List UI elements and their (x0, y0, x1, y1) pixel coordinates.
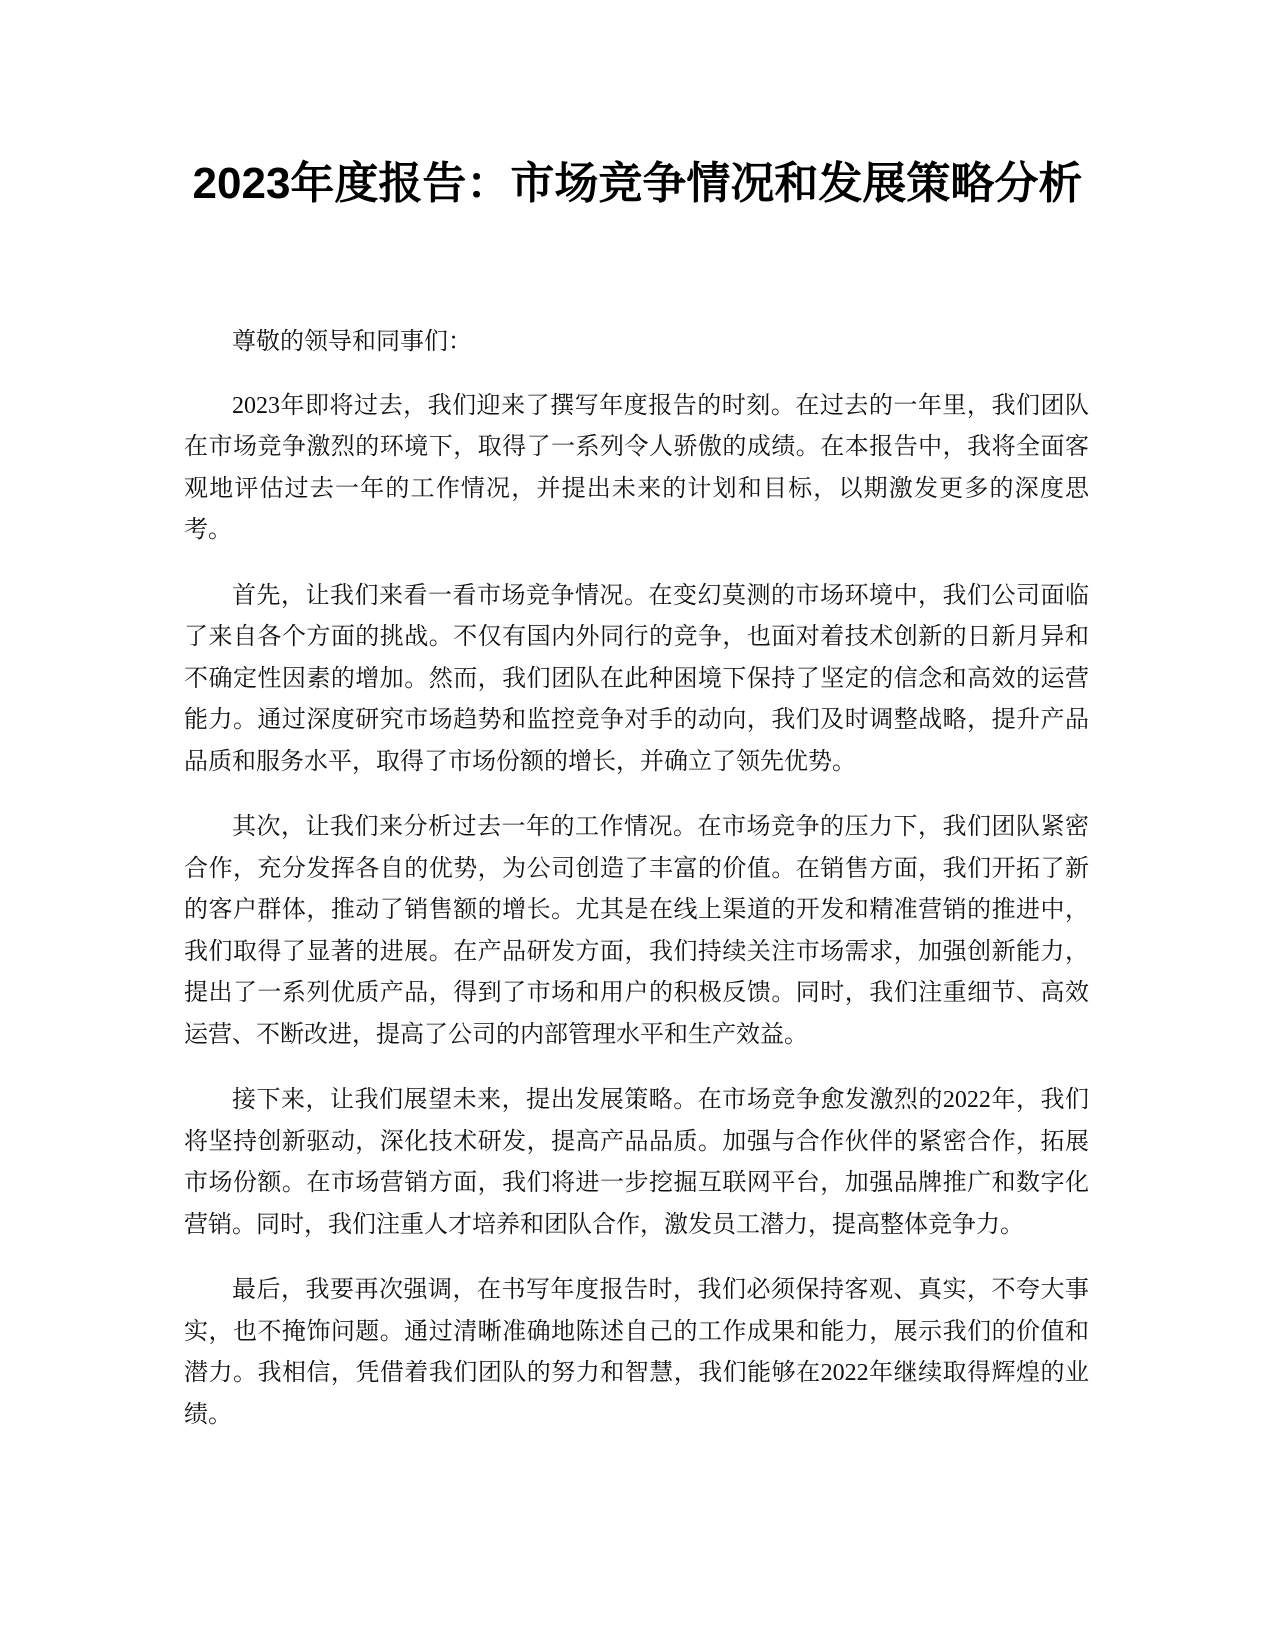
greeting: 尊敬的领导和同事们： (232, 329, 472, 355)
paragraph-market-competition: 首先，让我们来看一看市场竞争情况。在变幻莫测的市场环境中，我们公司面临了来自各个方面的挑战。不仅有国内外同行的竞争，也面对着技术创新的日新月异和不确定性因素的增加。然而，我们团队在此种困境下保持了坚定的信念和高效的运营能力。通过深度研究市场趋势和监控竞争对手的动向，我们及时调整战略，提升产品品质和服务水平，取得了市场份额的增长，并确立了领先优势。 (184, 582, 1089, 775)
paragraph-development-strategy: 接下来，让我们展望未来，提出发展策略。在市场竞争愈发激烈的2022年，我们将坚持创新驱动，深化技术研发，提高产品品质。加强与合作伙伴的紧密合作，拓展市场份额。在市场营销方面，我们将进一步挖掘互联网平台，加强品牌推广和数字化营销。同时，我们注重人才培养和团队合作，激发员工潜力，提高整体竞争力。 (184, 1087, 1089, 1238)
paragraph-work-review: 其次，让我们来分析过去一年的工作情况。在市场竞争的压力下，我们团队紧密合作，充分发挥各自的优势，为公司创造了丰富的价值。在销售方面，我们开拓了新的客户群体，推动了销售额的增长。尤其是在线上渠道的开发和精准营销的推进中，我们取得了显著的进展。在产品研发方面，我们持续关注市场需求，加强创新能力，提出了一系列优质产品，得到了市场和用户的积极反馈。同时，我们注重细节、高效运营、不断改进，提高了公司的内部管理水平和生产效益。 (184, 814, 1089, 1048)
document-title: 2023年度报告：市场竞争情况和发展策略分析 (192, 159, 1083, 208)
paragraph-intro: 2023年即将过去，我们迎来了撰写年度报告的时刻。在过去的一年里，我们团队在市场竞争激烈的环境下，取得了一系列令人骄傲的成绩。在本报告中，我将全面客观地评估过去一年的工作情况，并提出未来的计划和目标，以期激发更多的深度思考。 (184, 392, 1089, 543)
paragraph-conclusion: 最后，我要再次强调，在书写年度报告时，我们必须保持客观、真实，不夸大事实，也不掩饰问题。通过清晰准确地陈述自己的工作成果和能力，展示我们的价值和潜力。我相信，凭借着我们团队的努力和智慧，我们能够在2022年继续取得辉煌的业绩。 (184, 1277, 1089, 1428)
document-body (184, 322, 1089, 1460)
